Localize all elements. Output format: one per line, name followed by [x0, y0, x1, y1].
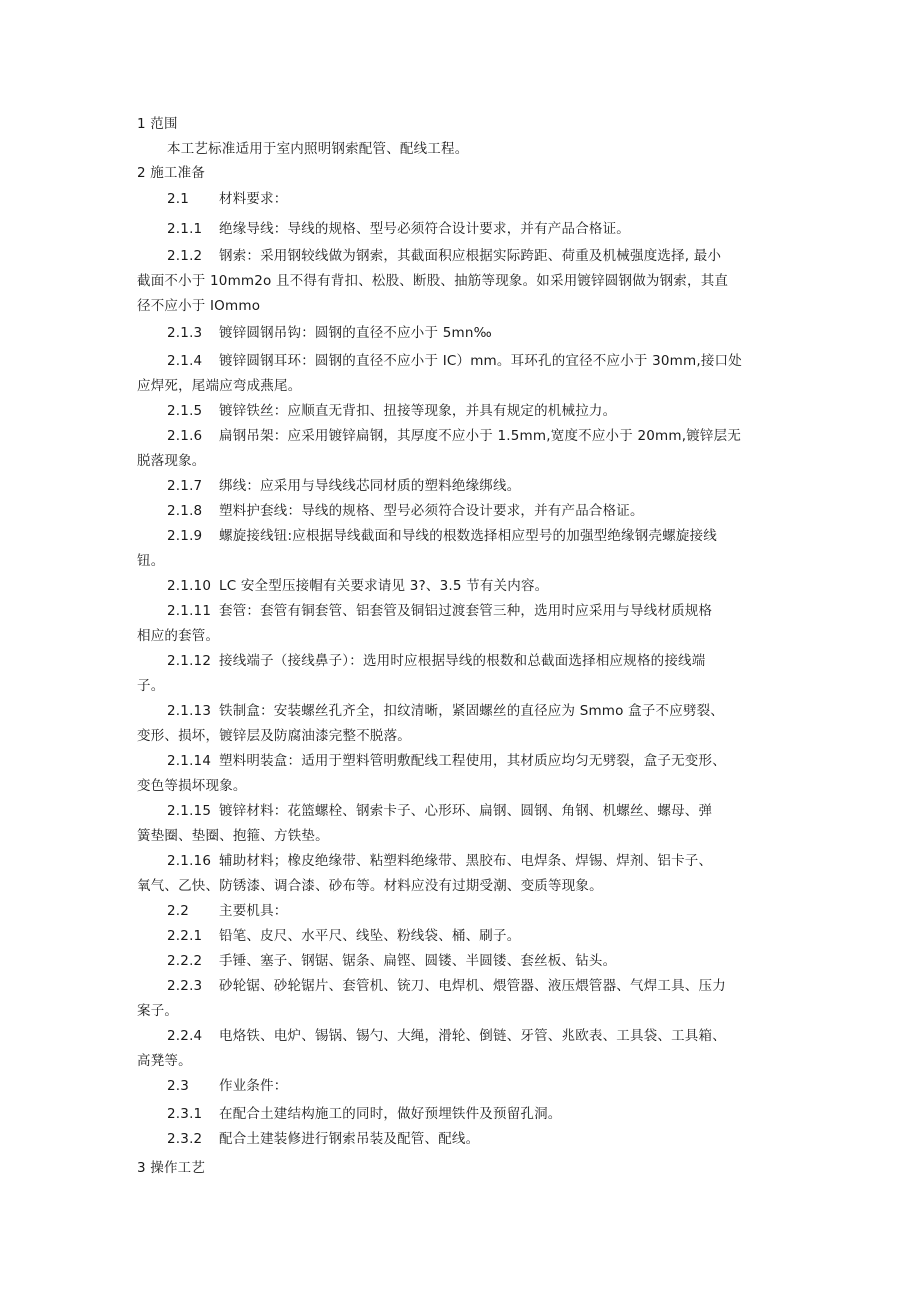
item-2-1-16: 2.1.16 辅助材料；橡皮绝缘带、粘塑料绝缘带、黑胶布、电焊条、焊锡、焊剂、铝卡子、 — [167, 853, 713, 869]
item-2-1-11-cont: 相应的套管。 — [137, 628, 220, 644]
item-2-1-4: 2.1.4 镀锌圆钢耳环：圆钢的直径不应小于 IC）mm。耳环孔的宜径不应小于 30mm,接口处 — [167, 353, 742, 369]
item-2-2-3: 2.2.3 砂轮锯、砂轮锯片、套管机、铳刀、电焊机、煨管器、液压煨管器、气焊工具、压力 — [167, 978, 726, 994]
item-2-1-9: 2.1.9 螺旋接线钮:应根据导线截面和导线的根数选择相应型号的加强型绝缘钢壳螺旋接线 — [167, 528, 717, 544]
item-2-3-1: 2.3.1 在配合土建结构施工的同时，做好预埋铁件及预留孔洞。 — [167, 1106, 562, 1122]
item-2-1-9-cont: 钮。 — [137, 553, 165, 569]
item-2-1-4-cont: 应焊死，尾端应弯成燕尾。 — [137, 378, 302, 394]
item-2-1-6: 2.1.6 扁钢吊架：应采用镀锌扁钢，其厚度不应小于 1.5mm,宽度不应小于 20mm,镀锌层无 — [167, 428, 742, 444]
item-2-1-6-cont: 脱落现象。 — [137, 453, 206, 469]
subsection-2-2: 2.2 主要机具： — [167, 903, 288, 919]
section-heading-3: 3 操作工艺 — [137, 1160, 206, 1176]
item-2-1-10: 2.1.10 LC 安全型压接帽有关要求请见 3?、3.5 节有关内容。 — [167, 578, 549, 594]
item-2-1-5: 2.1.5 镀锌铁丝：应顺直无背扣、扭接等现象，并具有规定的机械拉力。 — [167, 403, 617, 419]
paragraph: 本工艺标准适用于室内照明钢索配管、配线工程。 — [167, 141, 469, 157]
item-2-1-16-cont: 氧气、乙快、防锈漆、调合漆、砂布等。材料应没有过期受潮、变质等现象。 — [137, 878, 603, 894]
item-2-1-2: 2.1.2 钢索：采用钢较线做为钢索，其截面积应根据实际跨距、荷重及机械强度选择, 最小 — [167, 248, 722, 264]
item-2-1-14: 2.1.14 塑料明装盒：适用于塑料管明敷配线工程使用，其材质应均匀无劈裂，盒子无变形、 — [167, 753, 726, 769]
item-2-2-4-cont: 高凳等。 — [137, 1053, 192, 1069]
item-2-1-7: 2.1.7 绑线：应采用与导线线芯同材质的塑料绝缘绑线。 — [167, 478, 521, 494]
item-2-1-1: 2.1.1 绝缘导线：导线的规格、型号必须符合设计要求，并有产品合格证。 — [167, 221, 630, 237]
item-2-1-12: 2.1.12 接线端子（接线鼻子）：选用时应根据导线的根数和总截面选择相应规格的接线端 — [167, 653, 706, 669]
item-2-1-2-cont: 截面不小于 10mm2o 且不得有背扣、松股、断股、抽筋等现象。如采用镀锌圆钢做为钢索，其直 — [137, 273, 729, 289]
item-2-1-14-cont: 变色等损坏现象。 — [137, 778, 247, 794]
item-2-2-2: 2.2.2 手锤、塞子、钢锯、锯条、扁铿、圆镂、半圆镂、套丝板、钻头。 — [167, 953, 617, 969]
item-2-1-2-cont2: 径不应小于 IOmmo — [137, 298, 261, 314]
item-2-3-2: 2.3.2 配合土建装修进行钢索吊装及配管、配线。 — [167, 1131, 480, 1147]
item-2-1-13: 2.1.13 铁制盒：安装螺丝孔齐全，扣纹清晰，紧固螺丝的直径应为 Smmo 盒子不应劈裂、 — [167, 703, 725, 719]
item-2-2-4: 2.2.4 电烙铁、电炉、锡锅、锡勺、大绳，滑轮、倒链、牙管、兆欧表、工具袋、工具箱、 — [167, 1028, 726, 1044]
subsection-2-1: 2.1 材料要求： — [167, 191, 288, 207]
section-heading-1: 1 范围 — [137, 116, 178, 132]
item-2-1-11: 2.1.11 套管：套管有铜套管、铝套管及铜铝过渡套管三种，选用时应采用与导线材质规格 — [167, 603, 713, 619]
item-2-1-15: 2.1.15 镀锌材料：花篮螺栓、钢索卡子、心形环、扁钢、圆钢、角钢、机螺丝、螺母、弹 — [167, 803, 713, 819]
section-heading-2: 2 施工准备 — [137, 165, 206, 181]
item-2-2-1: 2.2.1 铅笔、皮尺、水平尺、线坠、粉线袋、桶、刷子。 — [167, 928, 521, 944]
item-2-2-3-cont: 案子。 — [137, 1003, 179, 1019]
subsection-2-3: 2.3 作业条件： — [167, 1078, 288, 1094]
item-2-1-15-cont: 簧垫圈、垫圈、抱箍、方铁垫。 — [137, 828, 329, 844]
item-2-1-3: 2.1.3 镀锌圆钢吊钩：圆钢的直径不应小于 5mn‰ — [167, 325, 492, 341]
item-2-1-13-cont: 变形、损坏，镀锌层及防腐油漆完整不脱落。 — [137, 728, 411, 744]
item-2-1-8: 2.1.8 塑料护套线：导线的规格、型号必须符合设计要求，并有产品合格证。 — [167, 503, 644, 519]
item-2-1-12-cont: 子。 — [137, 678, 165, 694]
